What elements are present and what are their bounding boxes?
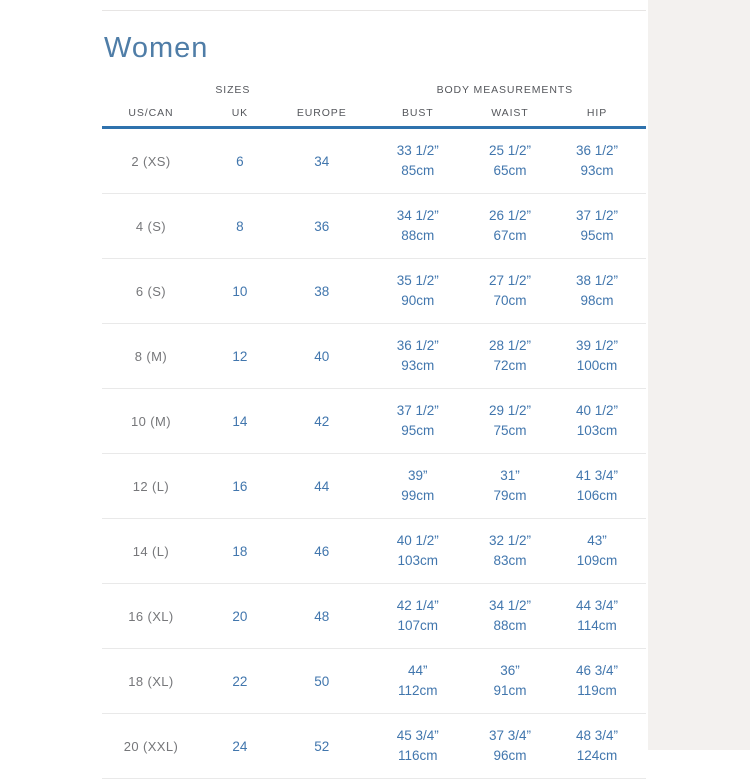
cell-hip xyxy=(548,454,646,519)
cell-us-can: 8 (M) xyxy=(102,324,200,389)
hip-cm: 100cm xyxy=(576,358,618,373)
table-row xyxy=(102,714,646,779)
hip-inches: 36 1/2” xyxy=(576,143,619,158)
cell-uk: 12 xyxy=(200,324,280,389)
hip-cm: 119cm xyxy=(577,683,617,698)
cell-waist xyxy=(472,714,548,779)
page-title: Women xyxy=(104,32,209,64)
size-guide-section xyxy=(102,0,646,779)
cell-europe: 52 xyxy=(280,714,364,779)
women-size-chart-table xyxy=(102,65,646,779)
waist-inches: 26 1/2” xyxy=(488,208,531,223)
cell-us-can: 10 (M) xyxy=(102,389,200,454)
table-body xyxy=(102,128,646,779)
column-header-bust: BUST xyxy=(364,100,472,128)
hip-cm: 124cm xyxy=(576,748,618,763)
cell-europe: 44 xyxy=(280,454,364,519)
cell-us-can: 16 (XL) xyxy=(102,584,200,649)
table-row xyxy=(102,649,646,714)
cell-hip xyxy=(548,714,646,779)
page-background-strip xyxy=(648,0,750,750)
cell-waist xyxy=(472,519,548,584)
cell-waist xyxy=(472,649,548,714)
waist-cm: 83cm xyxy=(493,553,527,568)
cell-europe: 50 xyxy=(280,649,364,714)
cell-waist xyxy=(472,454,548,519)
bust-cm: 85cm xyxy=(401,163,435,178)
hip-inches: 43” xyxy=(587,533,607,548)
cell-us-can: 18 (XL) xyxy=(102,649,200,714)
bust-cm: 95cm xyxy=(401,423,435,438)
hip-inches: 39 1/2” xyxy=(576,338,619,353)
cell-europe: 38 xyxy=(280,259,364,324)
hip-inches: 46 3/4” xyxy=(576,663,619,678)
bust-inches: 37 1/2” xyxy=(396,403,439,418)
cell-uk: 10 xyxy=(200,259,280,324)
cell-waist xyxy=(472,128,548,194)
hip-cm: 114cm xyxy=(577,618,617,633)
cell-europe: 42 xyxy=(280,389,364,454)
cell-bust xyxy=(364,128,472,194)
waist-cm: 79cm xyxy=(493,488,527,503)
cell-hip xyxy=(548,128,646,194)
waist-cm: 75cm xyxy=(493,423,527,438)
table-row xyxy=(102,519,646,584)
cell-bust xyxy=(364,714,472,779)
table-row xyxy=(102,128,646,194)
cell-us-can: 4 (S) xyxy=(102,194,200,259)
column-header-uk: UK xyxy=(200,100,280,128)
bust-inches: 44” xyxy=(407,663,428,678)
hip-inches: 44 3/4” xyxy=(576,598,619,613)
bust-cm: 88cm xyxy=(401,228,435,243)
cell-waist xyxy=(472,324,548,389)
table-row xyxy=(102,454,646,519)
cell-us-can: 2 (XS) xyxy=(102,128,200,194)
cell-hip xyxy=(548,519,646,584)
waist-cm: 72cm xyxy=(493,358,527,373)
waist-inches: 27 1/2” xyxy=(488,273,531,288)
column-header-hip: HIP xyxy=(548,100,646,128)
hip-inches: 37 1/2” xyxy=(576,208,619,223)
hip-cm: 95cm xyxy=(580,228,614,243)
hip-cm: 106cm xyxy=(576,488,618,503)
waist-cm: 91cm xyxy=(493,683,527,698)
bust-cm: 116cm xyxy=(397,748,438,763)
cell-europe: 48 xyxy=(280,584,364,649)
bust-cm: 99cm xyxy=(401,488,435,503)
waist-inches: 25 1/2” xyxy=(488,143,531,158)
cell-uk: 22 xyxy=(200,649,280,714)
column-header-us-can: US/CAN xyxy=(102,100,200,128)
bust-inches: 33 1/2” xyxy=(396,143,439,158)
table-row xyxy=(102,194,646,259)
cell-hip xyxy=(548,584,646,649)
waist-cm: 65cm xyxy=(493,163,527,178)
bust-inches: 35 1/2” xyxy=(396,273,439,288)
hip-cm: 103cm xyxy=(576,423,618,438)
cell-hip xyxy=(548,194,646,259)
bust-inches: 42 1/4” xyxy=(396,598,439,613)
cell-hip xyxy=(548,324,646,389)
hip-cm: 93cm xyxy=(580,163,614,178)
group-header-body-measurements: BODY MEASUREMENTS xyxy=(436,84,574,96)
waist-inches: 31” xyxy=(500,468,520,483)
cell-europe: 36 xyxy=(280,194,364,259)
hip-inches: 41 3/4” xyxy=(576,468,619,483)
bust-cm: 103cm xyxy=(397,553,439,568)
cell-uk: 20 xyxy=(200,584,280,649)
cell-us-can: 14 (L) xyxy=(102,519,200,584)
cell-hip xyxy=(548,259,646,324)
group-header-sizes: SIZES xyxy=(215,84,251,96)
bust-cm: 112cm xyxy=(397,683,438,698)
waist-cm: 70cm xyxy=(493,293,527,308)
bust-cm: 107cm xyxy=(397,618,439,633)
hip-cm: 98cm xyxy=(580,293,614,308)
cell-bust xyxy=(364,519,472,584)
waist-cm: 96cm xyxy=(493,748,527,763)
table-row xyxy=(102,324,646,389)
section-divider xyxy=(102,10,646,11)
table-row xyxy=(102,584,646,649)
cell-hip xyxy=(548,389,646,454)
cell-uk: 18 xyxy=(200,519,280,584)
table-row xyxy=(102,389,646,454)
waist-cm: 88cm xyxy=(493,618,527,633)
waist-inches: 37 3/4” xyxy=(488,728,531,743)
bust-inches: 39” xyxy=(407,468,428,483)
cell-bust xyxy=(364,389,472,454)
cell-hip xyxy=(548,649,646,714)
cell-us-can: 12 (L) xyxy=(102,454,200,519)
cell-waist xyxy=(472,194,548,259)
column-header-row xyxy=(102,100,646,128)
column-header-europe: EUROPE xyxy=(280,100,364,128)
waist-cm: 67cm xyxy=(493,228,527,243)
cell-us-can: 20 (XXL) xyxy=(102,714,200,779)
cell-bust xyxy=(364,259,472,324)
cell-europe: 40 xyxy=(280,324,364,389)
cell-europe: 34 xyxy=(280,128,364,194)
bust-cm: 90cm xyxy=(401,293,435,308)
table-header xyxy=(102,65,646,128)
cell-uk: 6 xyxy=(200,128,280,194)
cell-waist xyxy=(472,389,548,454)
bust-inches: 34 1/2” xyxy=(396,208,439,223)
table-row xyxy=(102,259,646,324)
waist-inches: 36” xyxy=(500,663,520,678)
waist-inches: 29 1/2” xyxy=(488,403,531,418)
cell-bust xyxy=(364,584,472,649)
cell-waist xyxy=(472,259,548,324)
cell-uk: 8 xyxy=(200,194,280,259)
cell-us-can: 6 (S) xyxy=(102,259,200,324)
column-header-waist: WAIST xyxy=(472,100,548,128)
cell-waist xyxy=(472,584,548,649)
bust-cm: 93cm xyxy=(401,358,435,373)
cell-europe: 46 xyxy=(280,519,364,584)
hip-cm: 109cm xyxy=(576,553,618,568)
cell-bust xyxy=(364,194,472,259)
waist-inches: 34 1/2” xyxy=(488,598,531,613)
waist-inches: 28 1/2” xyxy=(488,338,531,353)
hip-inches: 40 1/2” xyxy=(576,403,619,418)
cell-uk: 24 xyxy=(200,714,280,779)
hip-inches: 38 1/2” xyxy=(576,273,619,288)
cell-bust xyxy=(364,454,472,519)
cell-bust xyxy=(364,649,472,714)
group-header-row xyxy=(102,65,646,100)
waist-inches: 32 1/2” xyxy=(488,533,531,548)
cell-uk: 14 xyxy=(200,389,280,454)
cell-uk: 16 xyxy=(200,454,280,519)
bust-inches: 36 1/2” xyxy=(396,338,439,353)
bust-inches: 45 3/4” xyxy=(396,728,439,743)
cell-bust xyxy=(364,324,472,389)
hip-inches: 48 3/4” xyxy=(576,728,619,743)
bust-inches: 40 1/2” xyxy=(396,533,439,548)
